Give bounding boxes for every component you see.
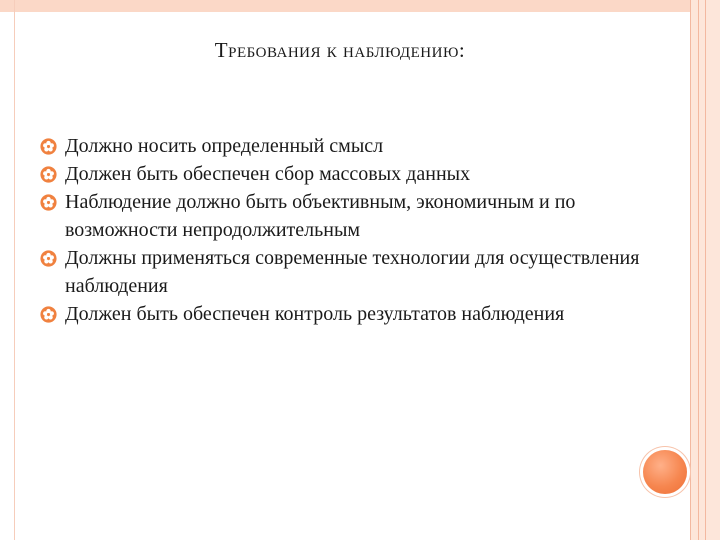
right-border-line	[705, 0, 706, 540]
bullet-item	[40, 132, 650, 160]
bullet-list	[40, 132, 650, 328]
bullet-item	[40, 188, 650, 244]
right-border-line	[690, 0, 691, 540]
right-border-line	[698, 0, 699, 540]
left-border-line	[14, 0, 15, 540]
bullet-text: Должен быть обеспечен сбор массовых данных	[65, 163, 471, 185]
flower-icon	[40, 250, 57, 267]
slide-title: Требования к наблюдению:	[214, 38, 466, 62]
bullet-item	[40, 244, 650, 300]
top-border	[0, 0, 720, 12]
flower-icon	[40, 138, 57, 155]
orange-circle-ornament	[643, 450, 687, 494]
flower-icon	[40, 194, 57, 211]
bullet-text: Должен быть обеспечен контроль результатов наблюдения	[65, 303, 565, 325]
bullet-text: Должны применяться современные технологии для осуществления наблюдения	[65, 247, 640, 297]
flower-icon	[40, 306, 57, 323]
bullet-text: Наблюдение должно быть объективным, экономичным и по возможности непродолжительным	[65, 191, 576, 241]
bullet-text: Должно носить определенный смысл	[65, 135, 384, 157]
bullet-item	[40, 300, 650, 328]
flower-icon	[40, 166, 57, 183]
bullet-item	[40, 160, 650, 188]
